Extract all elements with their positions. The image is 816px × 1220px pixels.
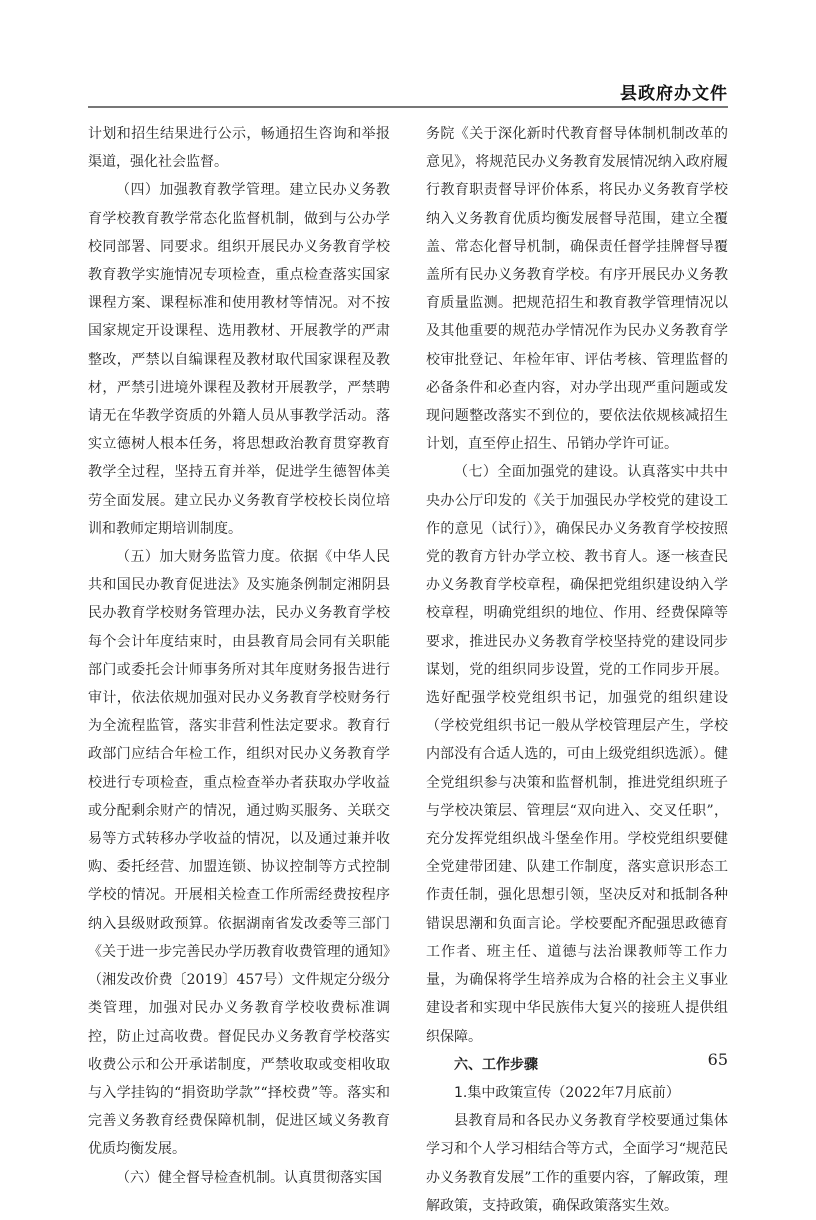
paragraph-text: 依据《中华人民共和国民办教育促进法》及实施条例制定湘阴县民办教育学校财务管理办法，民办义务教育学校每个会计年度结束时，由县教育局会同有关职能部门或委托会计师事务所对其年度财务报告进行审计，依法依规加强对民办义务教育学校财务行为全流程监管，落实非营利性法定要求。教育行政部门应结合年检工作，组织对民办义务教育学校进行专项检查，重点检查举办者获取办学收益或分配剩余财产的情况，通过购买服务、关联交易等方式转移办学收益的情况，以及通过兼并收购、委托经营、加盟连锁、协议控制等方式控制学校的情况。开展相关检查工作所需经费按程序纳入县级财政预算。依据湖南省发改委等三部门《关于进一步完善民办学历教育收费管理的通知》（湘发改价费〔2019〕457号）文件规定分级分类管理，加强对民办义务教育学校收费标准调控，防止过高收费。督促民办义务教育学校落实收费公示和公开承诺制度，严禁收取或变相收取与入学挂钩的“捐资助学款”“择校费”等。落实和完善义务教育经费保障机制，促进区域义务教育优质均衡发展。 xyxy=(88,549,391,1158)
left-column xyxy=(88,120,390,1192)
page-number: 65 xyxy=(707,1050,728,1069)
paragraph-text: 建立民办义务教育学校教育教学常态化监督机制，做到与公办学校同部署、同要求。组织开展民办义务教育学校教育教学实施情况专项检查，重点检查落实国家课程方案、课程标准和使用教材等情况。对不按国家规定开设课程、选用教材、开展教学的严肃整改，严禁以自编课程及教材取代国家课程及教材，严禁引进境外课程及教材开展教学，严禁聘请无在华教学资质的外籍人员从事教学活动。落实立德树人根本任务，将思想政治教育贯穿教育教学全过程，坚持五育并举，促进学生德智体美劳全面发展。建立民办义务教育学校校长岗位培训和教师定期培训制度。 xyxy=(88,182,391,537)
paragraph-lead: （五）加大财务监管力度。 xyxy=(116,549,290,566)
paragraph-text: 县教育局和各民办义务教育学校要通过集体学习和个人学习相结合等方式，全面学习“规范民办义务教育发展”工作的重要内容，了解政策，理解政策，支持政策，确保政策落实生效。 xyxy=(426,1113,728,1214)
paragraph xyxy=(426,458,728,1050)
paragraph xyxy=(426,1107,728,1220)
paragraph xyxy=(88,176,390,543)
paragraph-lead: （七）全面加强党的建设。 xyxy=(454,464,628,481)
header-title: 县政府办文件 xyxy=(620,84,728,104)
paragraph-lead: 1.集中政策宣传 xyxy=(454,1084,552,1101)
section-heading: 六、工作步骤 xyxy=(454,1056,538,1073)
header-divider xyxy=(88,106,728,108)
paragraph xyxy=(88,1164,390,1192)
paragraph-lead: （四）加强教育教学管理。 xyxy=(116,182,290,199)
page-header xyxy=(88,79,728,109)
paragraph xyxy=(88,543,390,1163)
paragraph-text: 认真落实中共中央办公厅印发的《关于加强民办学校党的建设工作的意见（试行）》，确保民办义务教育学校按照党的教育方针办学立校、教书育人。逐一核查民办义务教育学校章程，确保把党组织建设纳入学校章程，明确党组织的地位、作用、经费保障等要求，推进民办义务教育学校坚持党的建设同步谋划，党的组织同步设置，党的工作同步开展。选好配强学校党组织书记，加强党的组织建设（学校党组织书记一般从学校管理层产生，学校内部没有合适人选的，可由上级党组织选派）。健全党组织参与决策和监督机制，推进党组织班子与学校决策层、管理层“双向进入、交叉任职”，充分发挥党组织战斗堡垒作用。学校党组织要健全党建带团建、队建工作制度，落实意识形态工作责任制，强化思想引领，坚决反对和抵制各种错误思潮和负面言论。学校要配齐配强思政德育工作者、班主任、道德与法治课教师等工作力量，为确保将学生培养成为合格的社会主义事业建设者和实现中华民族伟大复兴的接班人提供组织保障。 xyxy=(426,464,729,1045)
paragraph xyxy=(426,120,728,458)
paragraph-text: （2022年7月底前） xyxy=(551,1084,680,1101)
paragraph xyxy=(88,120,390,176)
paragraph-text: 计划和招生结果进行公示，畅通招生咨询和举报渠道，强化社会监督。 xyxy=(88,126,390,171)
paragraph-lead: （六）健全督导检查机制。 xyxy=(116,1169,284,1186)
paragraph-text: 务院《关于深化新时代教育督导体制机制改革的意见》，将规范民办义务教育发展情况纳入政府履行教育职责督导评价体系，将民办义务教育学校纳入义务教育优质均衡发展督导范围，建立全覆盖、常态化督导机制，确保责任督学挂牌督导覆盖所有民办义务教育学校。有序开展民办义务教育质量监测。把规范招生和教育教学管理情况以及其他重要的规范办学情况作为民办义务教育学校审批登记、年检年审、评估考核、管理监督的必备条件和必查内容，对办学出现严重问题或发现问题整改落实不到位的，要依法依规核减招生计划，直至停止招生、吊销办学许可证。 xyxy=(426,126,728,453)
right-column xyxy=(426,120,728,1220)
paragraph-text: 认真贯彻落实国 xyxy=(284,1169,382,1186)
paragraph xyxy=(426,1079,728,1107)
